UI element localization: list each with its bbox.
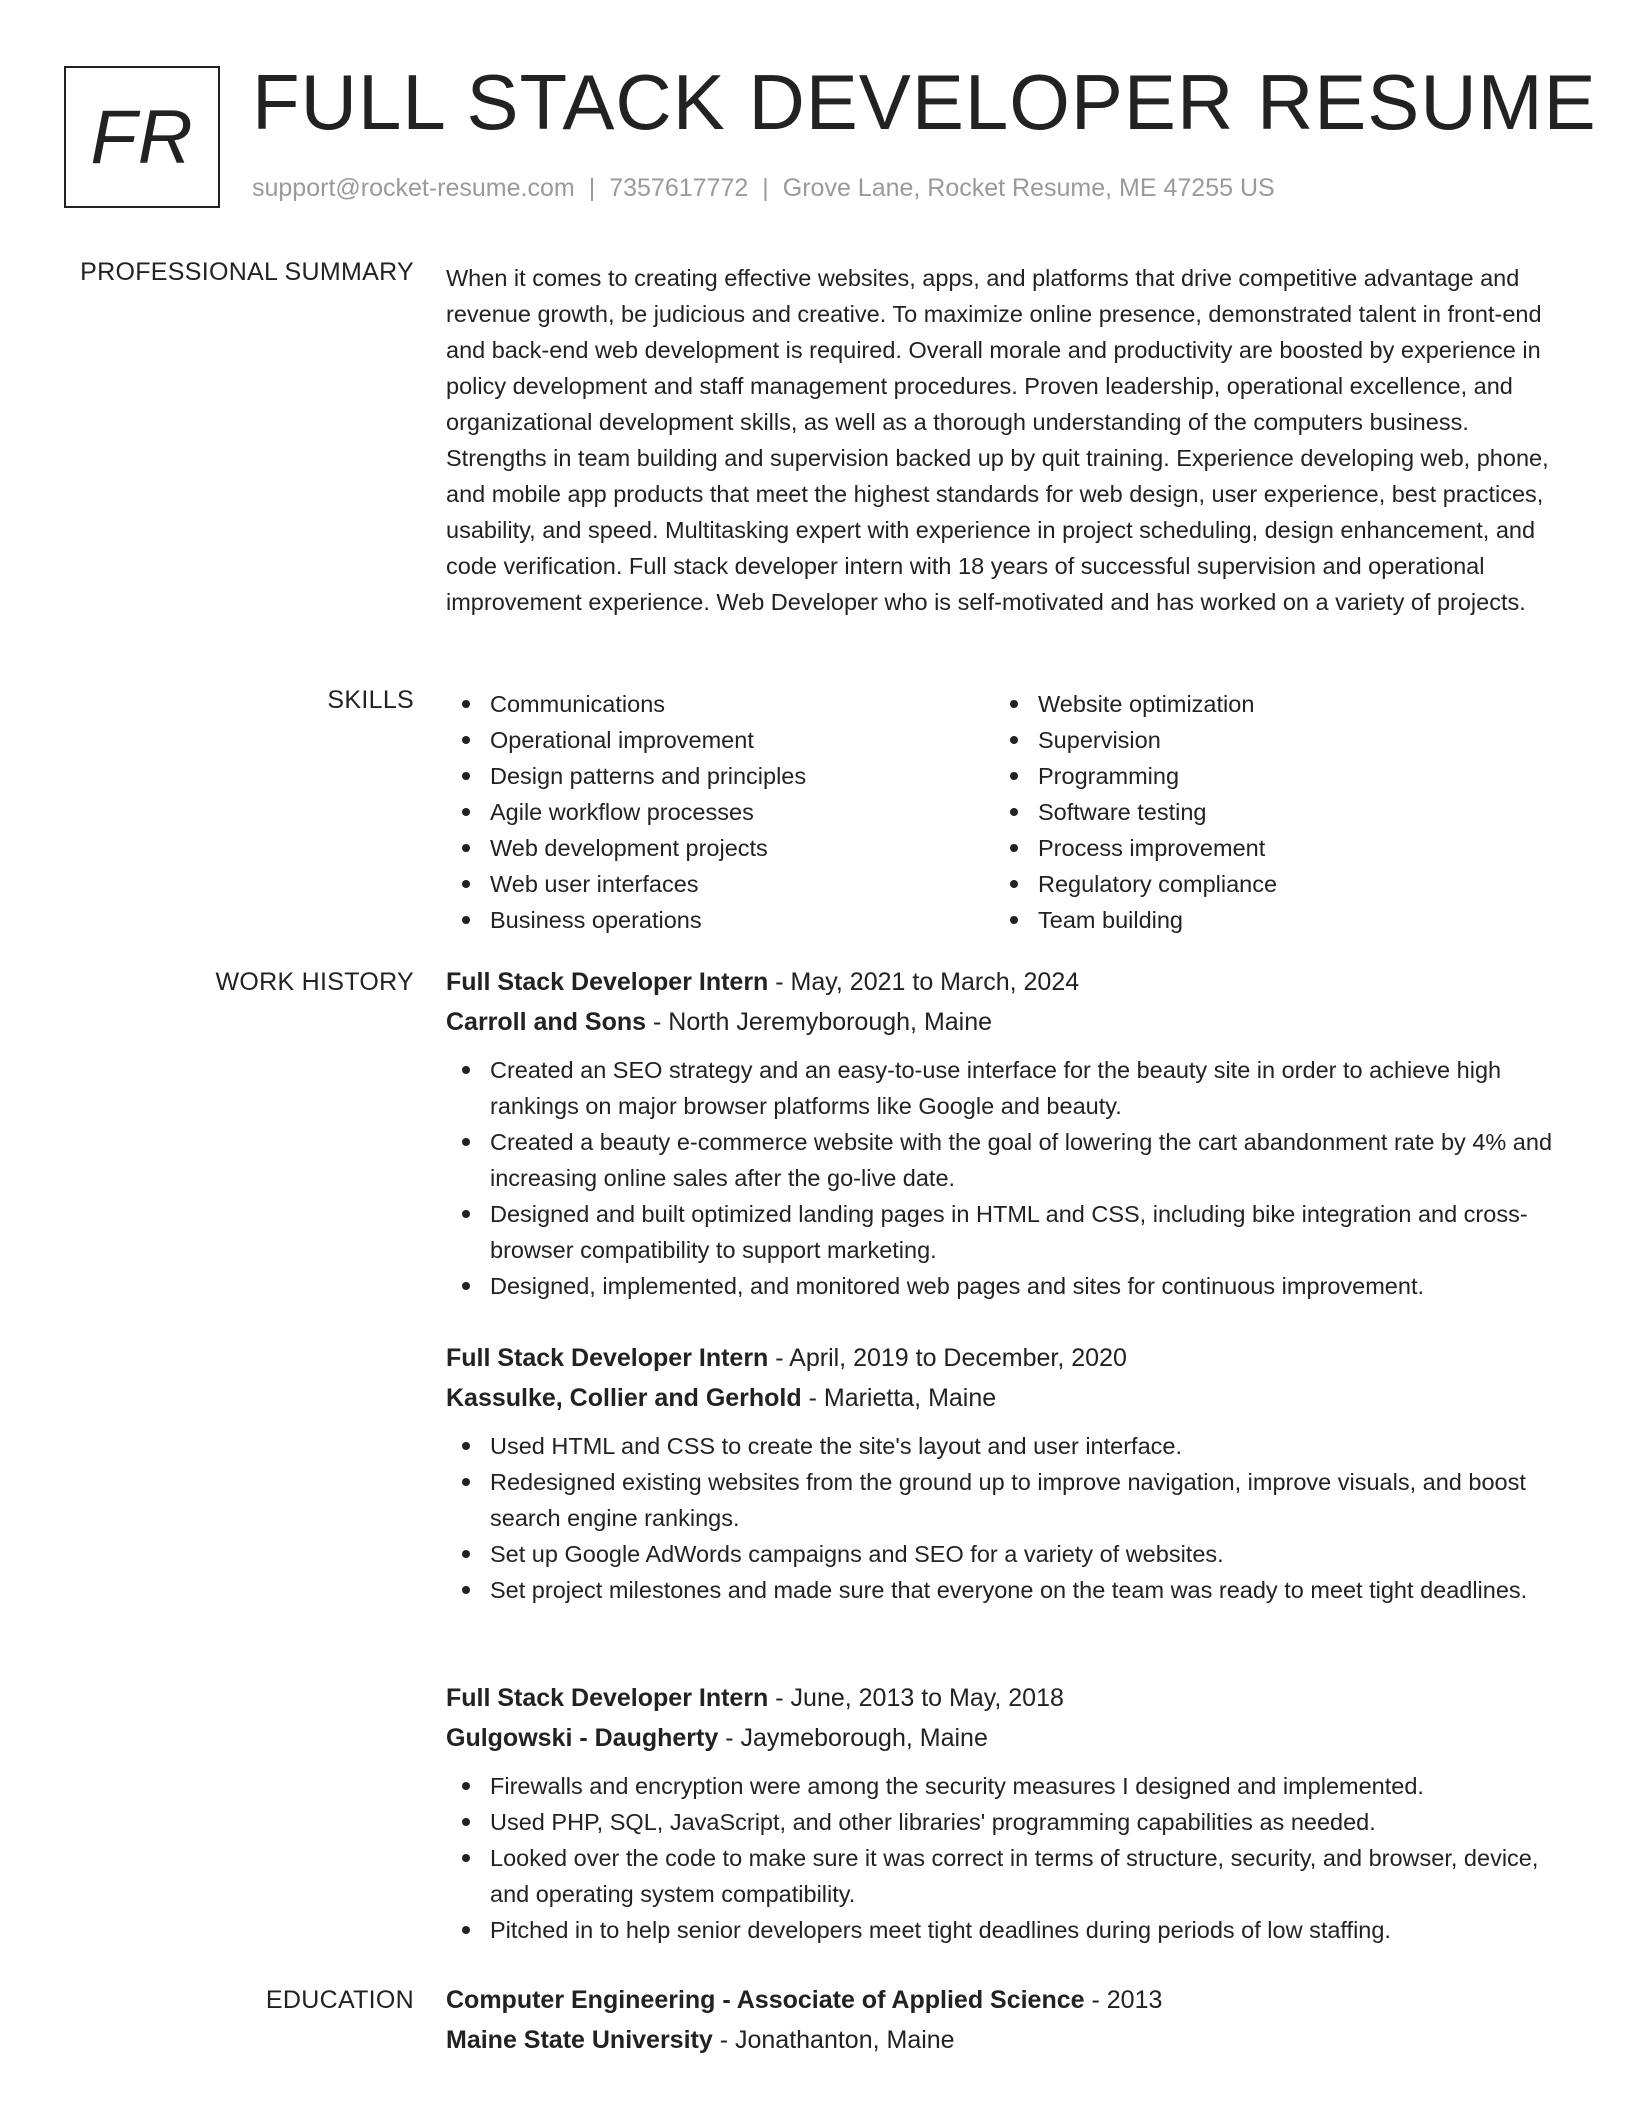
summary-text: When it comes to creating effective websites, apps, and platforms that drive competitive advantage and revenue growth, be judicious and creative. To maximize online presence, demonstrated talent in front-end and back-end web development is required. Overall morale and productivity are boosted by experience in policy development and staff management procedures. Proven leadership, operational excellence, and organizational development skills, as well as a thorough understanding of the computers business. Strengths in team building and supervision backed up by quit training. Experience developing web, phone, and mobile app products that meet the highest standards for web design, user experience, best practices, usability, and speed. Multitasking expert with experience in project scheduling, design enhancement, and code verification. Full stack developer intern with 18 years of successful supervision and operational improvement experience. Web Developer who is self-motivated and has worked on a variety of projects. <box>446 265 1549 615</box>
skill-item: Web development projects <box>446 830 994 866</box>
job-dates: - May, 2021 to March, 2024 <box>768 968 1080 996</box>
job-location: - North Jeremyborough, Maine <box>646 1008 993 1036</box>
education-entry <box>446 1980 1566 2060</box>
job-bullet: Looked over the code to make sure it was correct in terms of structure, security, and browser, device, and operating system compatibility. <box>446 1840 1566 1912</box>
section-label-skills: SKILLS <box>327 686 414 714</box>
education-year: - 2013 <box>1084 1986 1163 2014</box>
education-degree: Computer Engineering - Associate of Applied Science <box>446 1986 1085 2014</box>
skill-item: Programming <box>994 758 1542 794</box>
skill-item: Website optimization <box>994 686 1542 722</box>
skill-item: Process improvement <box>994 830 1542 866</box>
job-title-line <box>446 1678 1566 1718</box>
job-location: - Marietta, Maine <box>801 1384 997 1412</box>
job-bullet: Firewalls and encryption were among the security measures I designed and implemented. <box>446 1768 1566 1804</box>
monogram-logo <box>64 66 220 208</box>
job-company: Gulgowski - Daugherty <box>446 1724 719 1752</box>
job-entry <box>446 1678 1566 1948</box>
job-title-line <box>446 1338 1566 1378</box>
contact-address: Grove Lane, Rocket Resume, ME 47255 US <box>782 174 1275 202</box>
job-entry <box>446 962 1566 1304</box>
monogram-initials: FR <box>90 94 194 180</box>
skill-item: Business operations <box>446 902 994 938</box>
job-bullets <box>446 1052 1566 1304</box>
job-location: - Jaymeborough, Maine <box>718 1724 988 1752</box>
job-bullet: Created a beauty e-commerce website with the goal of lowering the cart abandonment rate by 4% and increasing online sales after the go-live date. <box>446 1124 1566 1196</box>
skill-item: Regulatory compliance <box>994 866 1542 902</box>
skill-item: Agile workflow processes <box>446 794 994 830</box>
skill-item: Supervision <box>994 722 1542 758</box>
job-company-line <box>446 1002 1566 1042</box>
job-company: Carroll and Sons <box>446 1008 647 1036</box>
job-bullets <box>446 1428 1566 1608</box>
contact-phone: 7357617772 <box>609 174 749 202</box>
contact-separator: | <box>588 174 596 202</box>
job-bullet: Pitched in to help senior developers meet tight deadlines during periods of low staffing. <box>446 1912 1566 1948</box>
section-label-summary: PROFESSIONAL SUMMARY <box>80 258 414 286</box>
skills-column-right <box>994 686 1542 938</box>
job-title: Full Stack Developer Intern <box>446 968 769 996</box>
education-school: Maine State University <box>446 2026 713 2054</box>
job-bullet: Set project milestones and made sure that everyone on the team was ready to meet tight deadlines. <box>446 1572 1566 1608</box>
contact-line <box>252 174 1275 203</box>
job-company-line <box>446 1378 1566 1418</box>
job-title-line <box>446 962 1566 1002</box>
job-dates: - June, 2013 to May, 2018 <box>768 1684 1064 1712</box>
contact-separator: | <box>762 174 769 202</box>
job-bullet: Redesigned existing websites from the ground up to improve navigation, improve visuals, and boost search engine rankings. <box>446 1464 1566 1536</box>
job-bullet: Designed, implemented, and monitored web pages and sites for continuous improvement. <box>446 1268 1566 1304</box>
skill-item: Communications <box>446 686 994 722</box>
skill-item: Team building <box>994 902 1542 938</box>
section-label-education: EDUCATION <box>265 1986 414 2014</box>
job-entry <box>446 1338 1566 1608</box>
page-title: FULL STACK DEVELOPER RESUME <box>252 58 1597 146</box>
job-company-line <box>446 1718 1566 1758</box>
job-bullet: Designed and built optimized landing pages in HTML and CSS, including bike integration and cross-browser compatibility to support marketing. <box>446 1196 1566 1268</box>
job-bullet: Created an SEO strategy and an easy-to-use interface for the beauty site in order to achieve high rankings on major browser platforms like Google and beauty. <box>446 1052 1566 1124</box>
skills-column-left <box>446 686 994 938</box>
job-bullets <box>446 1768 1566 1948</box>
education-school-line <box>446 2020 1566 2060</box>
job-company: Kassulke, Collier and Gerhold <box>446 1384 802 1412</box>
job-title: Full Stack Developer Intern <box>446 1344 769 1372</box>
section-label-work-history: WORK HISTORY <box>215 968 414 996</box>
skill-item: Software testing <box>994 794 1542 830</box>
job-bullet: Set up Google AdWords campaigns and SEO for a variety of websites. <box>446 1536 1566 1572</box>
skill-item: Operational improvement <box>446 722 994 758</box>
job-bullet: Used PHP, SQL, JavaScript, and other libraries' programming capabilities as needed. <box>446 1804 1566 1840</box>
skills-list <box>446 686 1546 938</box>
job-bullet: Used HTML and CSS to create the site's layout and user interface. <box>446 1428 1566 1464</box>
contact-email: support@rocket-resume.com <box>252 174 575 202</box>
skill-item: Design patterns and principles <box>446 758 994 794</box>
job-dates: - April, 2019 to December, 2020 <box>768 1344 1127 1372</box>
education-degree-line <box>446 1980 1566 2020</box>
education-location: - Jonathanton, Maine <box>712 2026 955 2054</box>
job-title: Full Stack Developer Intern <box>446 1684 769 1712</box>
skill-item: Web user interfaces <box>446 866 994 902</box>
